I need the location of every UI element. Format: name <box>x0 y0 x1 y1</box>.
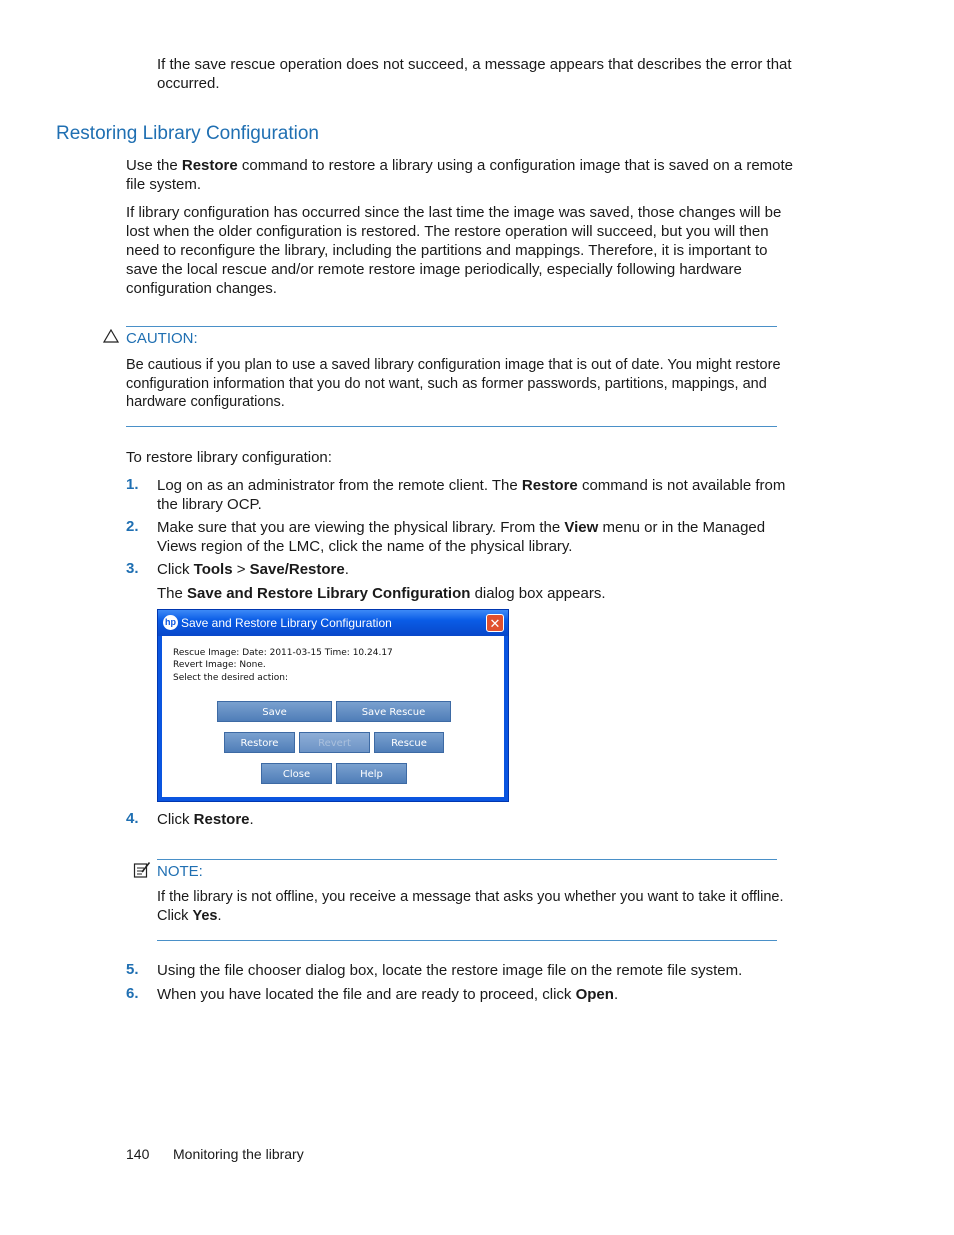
footer-section-title: Monitoring the library <box>173 1146 304 1162</box>
note-icon <box>133 861 151 879</box>
paragraph-configuration-warning: If library configuration has occurred since the last time the image was saved, those changes will be lost when the older configuration is restored. The restore operation will succeed, but you will then need to reconfigure the library, including the partitions and mappings. Therefore, it is important to save the local rescue and/or remote restore image periodically, especially following hardware configuration changes. <box>126 204 782 297</box>
step-number: 3. <box>126 560 139 577</box>
note-text: If the library is not offline, you receive a message that asks you whether you want to take it offline. Click Yes. <box>157 889 784 924</box>
close-button[interactable]: Close <box>261 763 332 784</box>
help-button[interactable]: Help <box>336 763 407 784</box>
restore-button[interactable]: Restore <box>224 732 295 753</box>
caution-text: Be cautious if you plan to use a saved library configuration image that is out of date. You might restore configuration information that you do not want, such as former passwords, partitions, mappings, and hardware configurations. <box>126 357 781 410</box>
step-number: 5. <box>126 961 139 978</box>
procedure-intro: To restore library configuration: <box>126 449 332 466</box>
save-button[interactable]: Save <box>217 701 332 722</box>
revert-image-info: Revert Image: None. <box>173 660 266 670</box>
step-text: When you have located the file and are ready to proceed, click Open. <box>157 986 619 1003</box>
close-icon[interactable]: ✕ <box>486 614 504 632</box>
note-top-rule <box>157 859 777 860</box>
save-restore-dialog <box>157 609 509 802</box>
page-number: 140 <box>126 1146 150 1162</box>
step-number: 1. <box>126 476 139 493</box>
step-number: 4. <box>126 810 139 827</box>
paragraph-restore-command: Use the Restore command to restore a library using a configuration image that is saved on a remote file system. <box>126 157 794 193</box>
step-text: Click Tools > Save/Restore. <box>157 561 349 578</box>
step-number: 6. <box>126 985 139 1002</box>
step-text: Using the file chooser dialog box, locate the restore image file on the remote file system. <box>157 962 743 979</box>
caution-top-rule <box>126 326 777 327</box>
rescue-image-info: Rescue Image: Date: 2011-03-15 Time: 10.24.17 <box>173 648 393 658</box>
action-prompt: Select the desired action: <box>173 673 289 683</box>
step-3-result: The Save and Restore Library Configuration dialog box appears. <box>157 585 606 602</box>
note-bottom-rule <box>157 940 777 941</box>
hp-logo-icon: hp <box>163 615 178 630</box>
dialog-body <box>162 636 504 797</box>
caution-bottom-rule <box>126 426 777 427</box>
rescue-button[interactable]: Rescue <box>374 732 444 753</box>
caution-title: CAUTION: <box>126 330 198 347</box>
warning-triangle-icon <box>103 329 119 343</box>
step-text: Click Restore. <box>157 811 254 828</box>
save-rescue-button[interactable]: Save Rescue <box>336 701 451 722</box>
step-text: Log on as an administrator from the remote client. The Restore command is not available from the library OCP. <box>157 477 786 513</box>
dialog-title-bar <box>158 610 508 636</box>
section-heading: Restoring Library Configuration <box>56 123 319 144</box>
intro-paragraph: If the save rescue operation does not succeed, a message appears that describes the error that occurred. <box>157 56 792 92</box>
note-title: NOTE: <box>157 863 203 880</box>
step-text: Make sure that you are viewing the physical library. From the View menu or in the Managed Views region of the LMC, click the name of the physical library. <box>157 519 766 555</box>
dialog-title: Save and Restore Library Configuration <box>181 616 392 630</box>
revert-button: Revert <box>299 732 370 753</box>
step-number: 2. <box>126 518 139 535</box>
